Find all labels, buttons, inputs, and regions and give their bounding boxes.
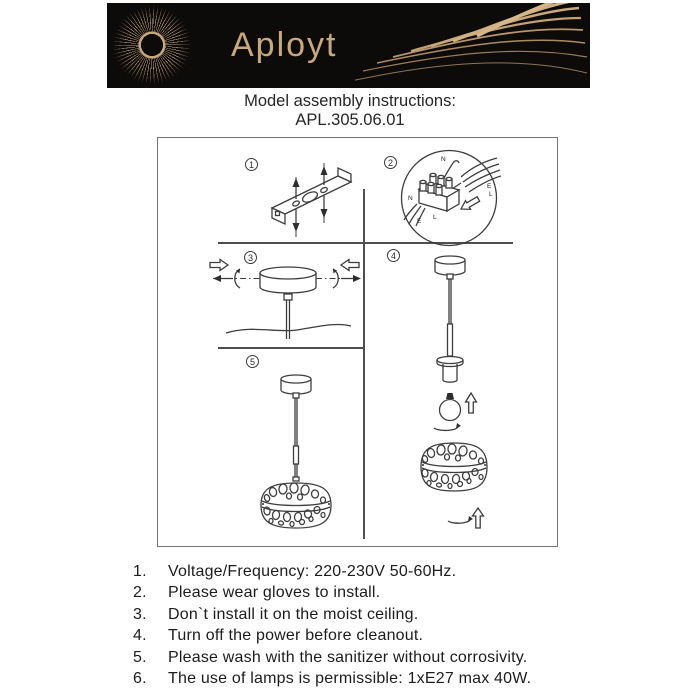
terminal-block — [419, 173, 459, 211]
bulb-insert-arrow — [466, 393, 477, 413]
outgoing-wires — [404, 204, 425, 226]
item-text: Please wash with the sanitizer without corrosivity. — [168, 648, 528, 666]
item-text: Don`t install it on the moist ceiling. — [168, 605, 419, 623]
item-number: 1. — [133, 563, 147, 580]
list-item — [133, 561, 603, 582]
wire-label-l-out: L — [433, 214, 437, 221]
step-3-canopy-illustration — [177, 253, 363, 345]
list-item — [133, 582, 603, 603]
item-number: 5. — [133, 648, 147, 666]
lamp-socket — [437, 357, 463, 383]
shade-rotation-arrow — [448, 516, 473, 523]
step-1-badge: 1 — [245, 158, 258, 171]
item-number: 6. — [133, 670, 147, 688]
stone-shade — [261, 483, 331, 528]
ceiling-canopy — [281, 375, 311, 398]
light-bulb — [440, 393, 461, 421]
model-number: APL.305.06.01 — [295, 110, 405, 129]
shade-insert-arrow — [473, 508, 484, 528]
suspension-rod — [448, 279, 453, 356]
instruction-list — [133, 561, 603, 689]
list-item — [133, 647, 603, 668]
item-number: 3. — [133, 605, 147, 623]
wire-label-n-in: N — [441, 156, 446, 163]
title-line1: Model assembly instructions: — [244, 92, 456, 110]
item-text: Please wear gloves to install. — [168, 584, 381, 602]
step-5-pendant-illustration — [241, 367, 353, 541]
step-2-wiring-illustration — [397, 147, 501, 249]
ceiling-canopy — [435, 256, 465, 279]
assembly-diagram — [157, 137, 558, 547]
sunburst-logo-icon — [112, 5, 192, 85]
step-1-bracket-illustration — [256, 151, 366, 241]
step-5-badge: 5 — [246, 355, 259, 368]
list-item — [133, 625, 603, 646]
mounting-bracket — [272, 168, 351, 224]
wire-label-e-out: E — [417, 218, 422, 225]
brand-name: Aployt — [231, 26, 338, 64]
item-text: Voltage/Frequency: 220-230V 50-60Hz. — [168, 563, 457, 580]
list-item — [133, 668, 603, 689]
item-number: 4. — [133, 627, 147, 645]
brand-banner — [107, 3, 590, 88]
ray-fan-decoration — [355, 3, 590, 88]
step-4-badge: 4 — [387, 249, 400, 262]
document-title — [0, 92, 700, 129]
step-3-badge: 3 — [244, 251, 257, 264]
step-2-badge: 2 — [384, 156, 397, 169]
item-text: The use of lamps is permissible: 1xE27 max 40W. — [168, 670, 532, 688]
wire-label-l-in: L — [489, 191, 493, 198]
wire-label-n-out: N — [408, 195, 413, 202]
stone-shade — [421, 443, 487, 491]
ceiling-wave-line — [226, 325, 351, 333]
item-text: Turn off the power before cleanout. — [168, 627, 424, 645]
list-item — [133, 604, 603, 625]
suspension-rod — [293, 398, 299, 481]
grid-line-horizontal-2 — [218, 347, 364, 349]
bulb-rotation-arrow — [434, 423, 461, 430]
item-number: 2. — [133, 584, 147, 602]
insert-direction-arrow — [461, 197, 480, 210]
wire-label-e-in: E — [487, 183, 492, 190]
step-4-assembly-illustration — [397, 247, 505, 539]
